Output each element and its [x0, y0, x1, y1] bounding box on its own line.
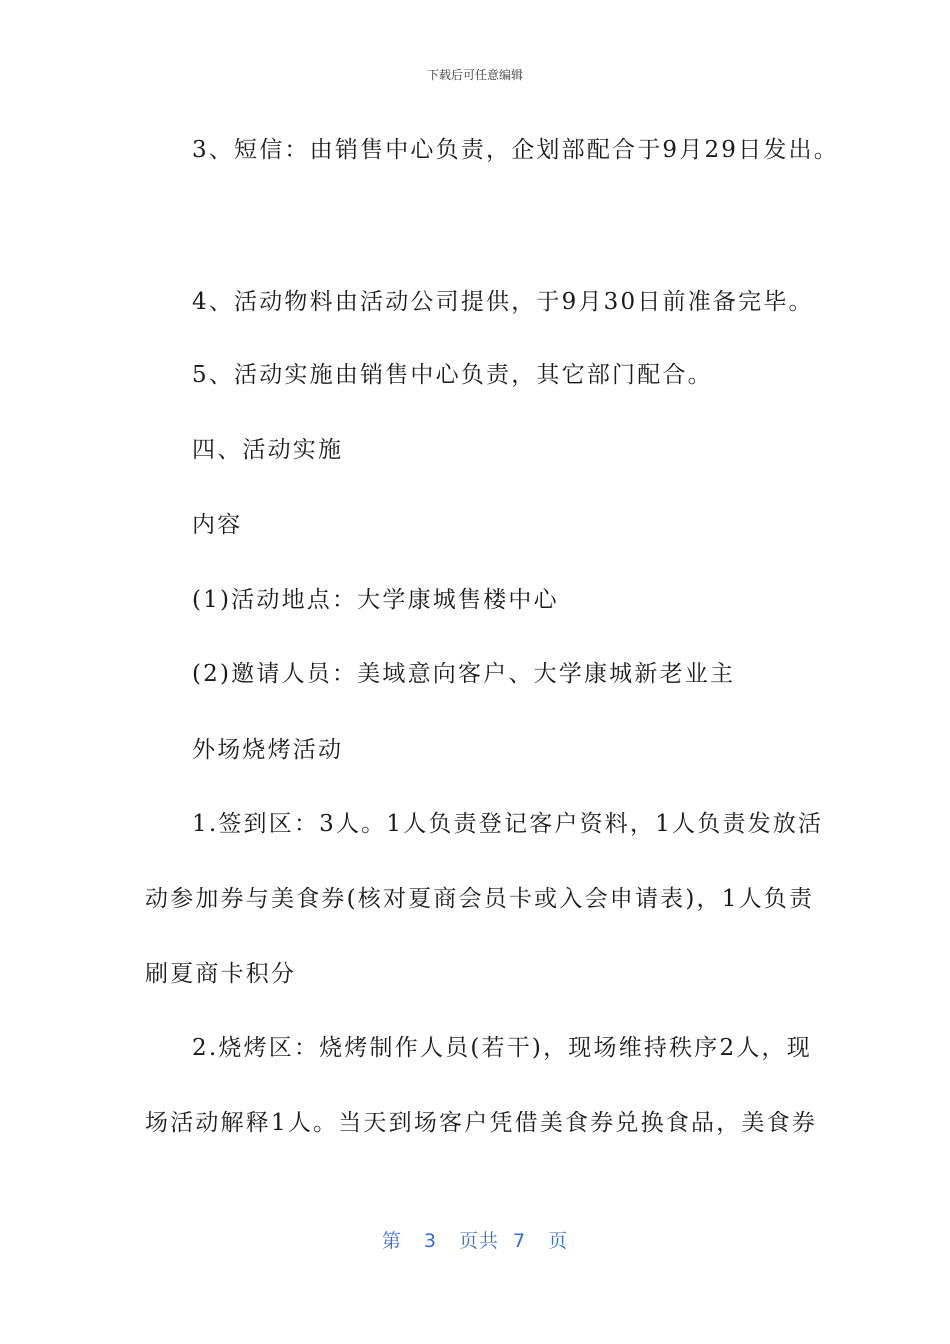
text-line-signin-3: 刷夏商卡积分: [145, 961, 297, 987]
text-line-location: (1)活动地点：大学康城售楼中心: [192, 587, 559, 613]
page-footer: [0, 1226, 950, 1253]
footer-page-number: 3: [423, 1230, 437, 1252]
text-line-implementation: 5、活动实施由销售中心负责，其它部门配合。: [192, 362, 713, 388]
subheading-bbq: 外场烧烤活动: [192, 737, 344, 763]
page-header-note: 下载后可任意编辑: [426, 68, 523, 82]
footer-middle: 页共: [458, 1230, 499, 1252]
text-line-signin-2: 动参加券与美食券(核对夏商会员卡或入会申请表)，1人负责: [145, 886, 815, 912]
text-line-materials: 4、活动物料由活动公司提供，于9月30日前准备完毕。: [192, 289, 814, 315]
text-line-bbq-1: 2.烧烤区：烧烤制作人员(若干)，现场维持秩序2人，现: [192, 1035, 812, 1061]
footer-total-pages: 7: [513, 1230, 527, 1252]
text-line-signin-1: 1.签到区：3人。1人负责登记客户资料，1人负责发放活: [192, 811, 824, 837]
footer-prefix: 第: [381, 1230, 402, 1252]
section-heading-activity: 四、活动实施: [192, 437, 344, 463]
text-line-bbq-2: 场活动解释1人。当天到场客户凭借美食券兑换食品，美食券: [145, 1110, 818, 1136]
subheading-content: 内容: [192, 512, 243, 538]
text-line-sms: 3、短信：由销售中心负责，企划部配合于9月29日发出。: [192, 137, 839, 163]
text-line-invitees: (2)邀请人员：美域意向客户、大学康城新老业主: [192, 661, 736, 687]
footer-suffix: 页: [548, 1230, 569, 1252]
